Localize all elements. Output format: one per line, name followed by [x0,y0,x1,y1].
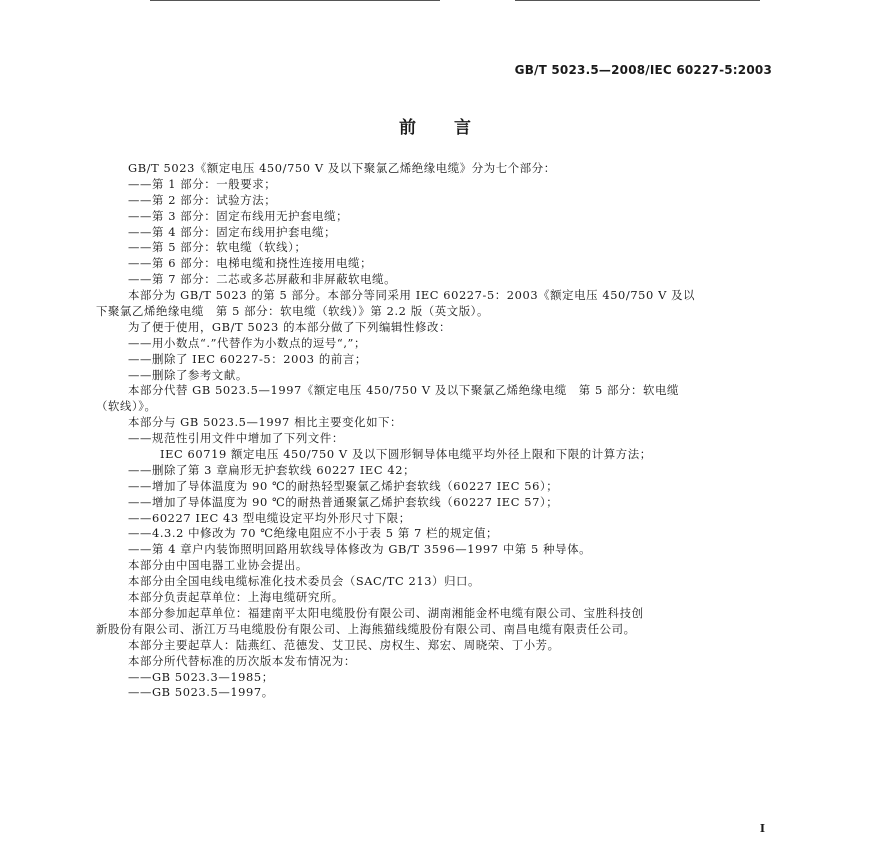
page-title: 前言 [399,118,509,138]
text-line: ——删除了第 3 章扁形无护套软线 60227 IEC 42； [128,462,416,477]
text-line: 本部分代替 GB 5023.5—1997《额定电压 450/750 V 及以下聚氯乙烯绝缘电缆 第 5 部分：软电缆 [128,383,679,398]
preface-body [96,161,776,701]
text-line: ——第 4 部分：固定布线用护套电缆； [128,224,337,239]
text-line: 本部分由中国电器工业协会提出。 [128,558,308,573]
text-line: 本部分所代替标准的历次版本发布情况为： [128,653,356,668]
text-line: ——第 4 章户内装饰照明回路用软线导体修改为 GB/T 3596—1997 中第 5 种导体。 [128,542,592,557]
text-line: 本部分与 GB 5023.5—1997 相比主要变化如下： [128,415,403,430]
text-line: ——删除了 IEC 60227-5：2003 的前言； [128,351,367,366]
text-line: ——第 1 部分：一般要求； [128,176,277,191]
text-line: 本部分主要起草人：陆燕红、范德发、艾卫民、房权生、郑宏、周晓荣、丁小芳。 [128,637,560,652]
top-border-right [515,0,760,1]
text-line: ——规范性引用文件中增加了下列文件： [128,431,344,446]
text-line: 为了便于使用，GB/T 5023 的本部分做了下列编辑性修改： [128,319,451,334]
text-line: ——第 6 部分：电梯电缆和挠性连接用电缆； [128,256,373,271]
page-number: I [759,822,765,835]
text-line: 本部分由全国电线电缆标准化技术委员会（SAC/TC 213）归口。 [128,574,481,589]
text-line: ——第 2 部分：试验方法； [128,192,277,207]
text-line: （软线）》。 [96,399,157,414]
text-line: IEC 60719 额定电压 450/750 V 及以下圆形铜导体电缆平均外径上限和下限的计算方法； [160,447,652,462]
text-line: ——用小数点“.”代替作为小数点的逗号“,”； [128,335,366,350]
text-line: ——删除了参考文献。 [128,367,248,382]
text-line: ——第 5 部分：软电缆（软线）； [128,240,307,255]
text-line: ——GB 5023.3—1985； [128,669,274,684]
text-line: ——GB 5023.5—1997。 [128,685,274,700]
text-line: GB/T 5023《额定电压 450/750 V 及以下聚氯乙烯绝缘电缆》分为七个部分： [128,161,556,175]
text-line: 本部分负责起草单位：上海电缆研究所。 [128,590,344,605]
standard-code: GB/T 5023.5—2008/IEC 60227-5:2003 [514,63,772,77]
text-line: ——增加了导体温度为 90 ℃的耐热轻型聚氯乙烯护套软线（60227 IEC 56）； [128,478,559,493]
text-line: 新股份有限公司、浙江万马电缆股份有限公司、上海熊猫线缆股份有限公司、南昌电缆有限责任公司。 [96,621,636,636]
text-line: ——4.3.2 中修改为 70 ℃绝缘电阻应不小于表 5 第 7 栏的规定值； [128,526,499,541]
text-line: ——增加了导体温度为 90 ℃的耐热普通聚氯乙烯护套软线（60227 IEC 57）； [128,494,559,509]
text-line: 本部分为 GB/T 5023 的第 5 部分。本部分等同采用 IEC 60227-5：2003《额定电压 450/750 V 及以 [128,288,696,303]
text-line: ——第 7 部分：二芯或多芯屏蔽和非屏蔽软电缆。 [128,272,397,287]
text-line: ——60227 IEC 43 型电缆设定平均外形尺寸下限； [128,510,411,525]
text-line: 本部分参加起草单位：福建南平太阳电缆股份有限公司、湖南湘能金杯电缆有限公司、宝胜科技创 [128,605,644,620]
top-border-left [150,0,440,1]
text-line: 下聚氯乙烯绝缘电缆 第 5 部分：软电缆（软线）》第 2.2 版（英文版）。 [96,304,489,319]
text-line: ——第 3 部分：固定布线用无护套电缆； [128,208,349,223]
